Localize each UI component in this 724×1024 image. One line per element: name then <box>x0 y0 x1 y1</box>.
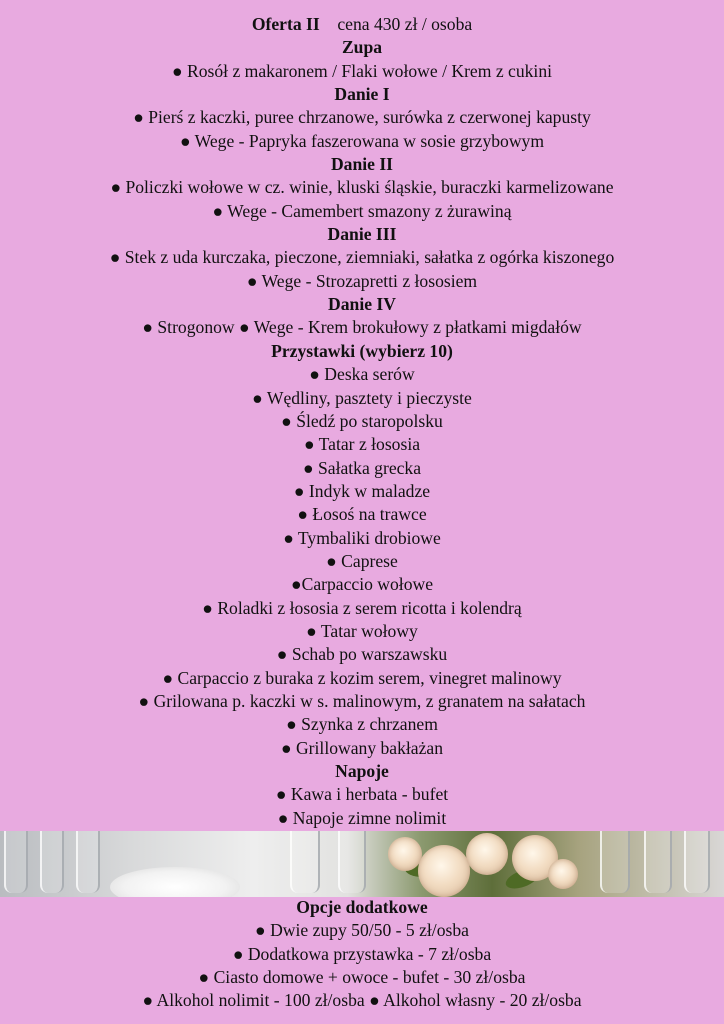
menu-item: ● Carpaccio z buraka z kozim serem, vinegret malinowy <box>162 667 562 688</box>
rose-image <box>548 859 578 889</box>
menu-item: ● Wege - Papryka faszerowana w sosie grzybowym <box>179 130 545 151</box>
menu-item: ● Indyk w maladze <box>293 480 431 501</box>
wine-glass-image <box>338 831 366 893</box>
menu-item: ● Stek z uda kurczaka, pieczone, ziemniaki, sałatka z ogórka kiszonego <box>109 247 615 268</box>
menu-item: ● Napoje zimne nolimit <box>277 807 447 828</box>
offer-price <box>324 14 472 34</box>
menu-item: ● Tymbaliki drobiowe <box>283 527 441 548</box>
menu-item: ● Wędliny, pasztety i pieczyste <box>252 387 472 408</box>
wine-glass-image <box>290 831 320 893</box>
section-heading: Danie I <box>334 84 390 105</box>
menu-item: ● Sałatka grecka <box>302 457 422 478</box>
menu-item: ● Wege - Strozapretti z łososiem <box>246 270 478 291</box>
menu-item: ● Kawa i herbata - bufet <box>275 784 449 805</box>
extras-item: ● Dodatkowa przystawka - 7 zł/osba <box>232 943 492 964</box>
extras-list <box>0 919 724 1012</box>
section-heading: Napoje <box>335 761 389 781</box>
rose-image <box>388 837 422 871</box>
extras-item: ● Alkohol nolimit - 100 zł/osba ● Alkohol własny - 20 zł/osba <box>142 990 582 1011</box>
offer-header <box>0 13 724 36</box>
menu-item: ● Policzki wołowe w cz. winie, kluski śląskie, buraczki karmelizowane <box>110 177 614 198</box>
wine-glass-image <box>684 831 710 893</box>
offer-title: Oferta II <box>251 14 320 34</box>
menu-item: ● Grilowana p. kaczki w s. malinowym, z granatem na sałatach <box>138 690 586 711</box>
menu-item: ● Rosół z makaronem / Flaki wołowe / Krem z cukini <box>171 60 553 81</box>
menu-item: ● Deska serów <box>309 364 415 385</box>
extras-item: ● Dwie zupy 50/50 - 5 zł/osba <box>255 920 469 941</box>
menu-item: ●Carpaccio wołowe <box>290 574 434 595</box>
wine-glass-image <box>644 831 672 893</box>
menu-item: ● Śledź po staropolsku <box>281 410 443 431</box>
menu-item: ● Tatar wołowy <box>306 620 418 641</box>
offer-price-text: cena 430 zł / osoba <box>337 14 473 34</box>
section-heading: Przystawki (wybierz 10) <box>271 340 453 361</box>
menu-top-section <box>0 13 724 830</box>
rose-image <box>418 845 470 897</box>
wine-glass-image <box>40 831 64 893</box>
menu-item: ● Tatar z łososia <box>303 434 421 455</box>
menu-item: ● Schab po warszawsku <box>276 644 448 665</box>
menu-item: ● Roladki z łososia z serem ricotta i kolendrą <box>202 597 522 618</box>
wine-glass-image <box>76 831 100 893</box>
section-heading: Zupa <box>341 37 383 58</box>
extras-section <box>0 896 724 1013</box>
menu-lines <box>0 36 724 830</box>
menu-item: ● Szynka z chrzanem <box>286 714 438 735</box>
rose-image <box>466 833 508 875</box>
extras-heading: Opcje dodatkowe <box>296 897 428 917</box>
extras-item: ● Ciasto domowe + owoce - bufet - 30 zł/osba <box>198 967 526 988</box>
wine-glass-image <box>4 831 28 893</box>
section-heading: Danie II <box>330 154 394 175</box>
section-heading: Danie III <box>327 224 397 245</box>
section-heading: Danie IV <box>328 294 396 315</box>
wine-glass-image <box>600 831 630 893</box>
menu-item: ● Pierś z kaczki, puree chrzanowe, surówka z czerwonej kapusty <box>133 107 591 128</box>
menu-item: ● Caprese <box>326 550 398 571</box>
table-setting-photo <box>0 831 724 897</box>
menu-item: ● Wege - Camembert smazony z żurawiną <box>212 200 512 221</box>
plate-image <box>110 867 240 897</box>
menu-item: ● Grillowany bakłażan <box>280 737 444 758</box>
menu-item: ● Strogonow ● Wege - Krem brokułowy z płatkami migdałów <box>142 317 582 338</box>
menu-item: ● Łosoś na trawce <box>297 504 427 525</box>
